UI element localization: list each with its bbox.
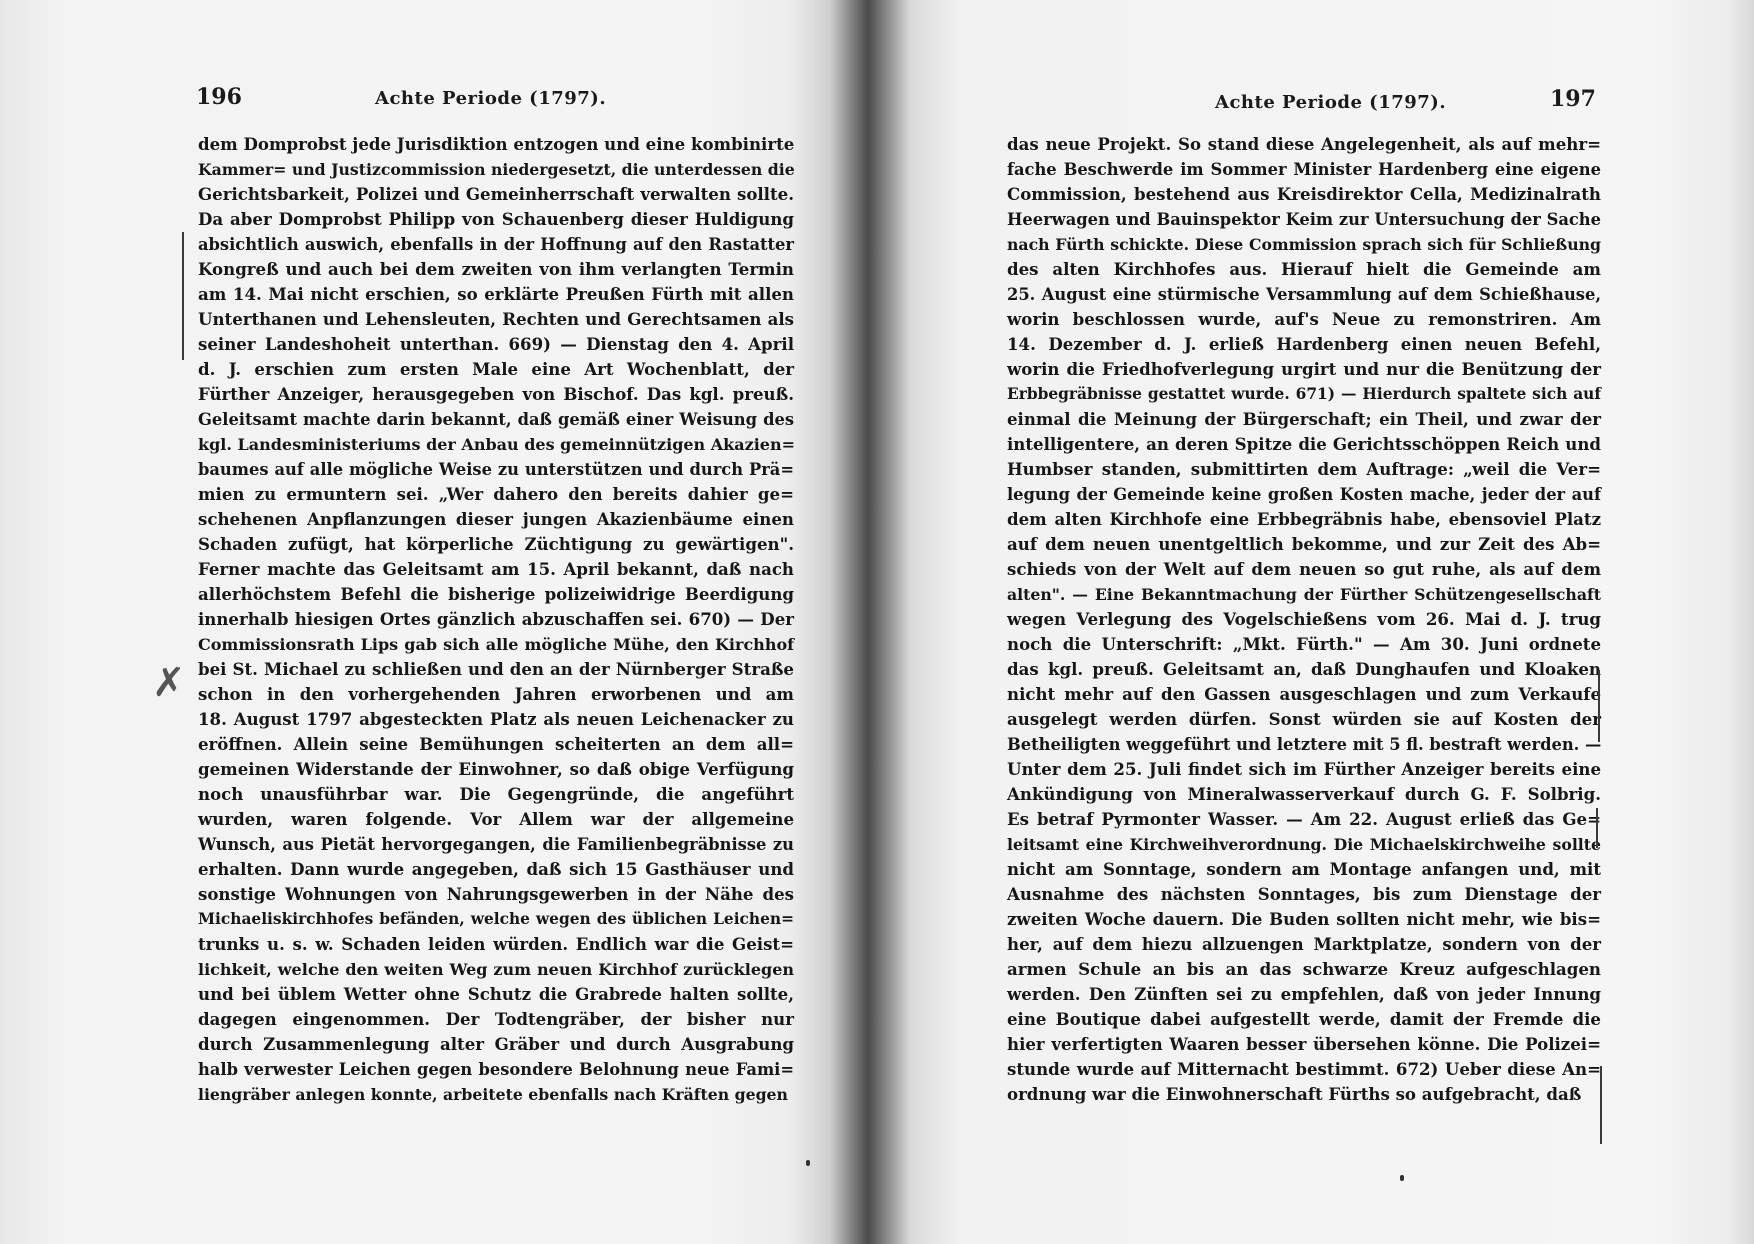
text-line: worin beschlossen wurde, auf's Neue zu remonstriren. Am (1007, 309, 1601, 329)
text-line: legung der Gemeinde keine großen Kosten mache, jeder der auf (1007, 485, 1601, 504)
text-line: Schaden zufügt, hat körperliche Züchtigung zu gewärtigen". (198, 534, 794, 554)
text-line: Gerichtsbarkeit, Polizei und Gemeinherrschaft verwalten sollte. (198, 184, 794, 204)
text-line: alten". — Eine Bekanntmachung der Fürther Schützengesellschaft (1007, 585, 1601, 604)
text-line: dagegen eingenommen. Der Todtengräber, der bisher nur (198, 1009, 794, 1029)
text-line: seiner Landeshoheit unterthan. 669) — Dienstag den 4. April (198, 334, 794, 354)
text-line: einmal die Meinung der Bürgerschaft; ein Theil, und zwar der (1007, 409, 1601, 429)
text-line: Humbser standen, submittirten dem Auftrage: „weil die Ver= (1007, 459, 1601, 479)
text-line: des alten Kirchhofes aus. Hierauf hielt die Gemeinde am (1007, 259, 1601, 279)
text-line: Unterthanen und Lehensleuten, Rechten und Gerechtsamen als (198, 309, 794, 329)
text-line: stunde wurde auf Mitternacht bestimmt. 672) Ueber diese An= (1007, 1059, 1601, 1079)
text-line: Ferner machte das Geleitsamt am 15. April bekannt, daß nach (198, 559, 794, 579)
text-line: liengräber anlegen konnte, arbeitete ebenfalls nach Kräften gegen (198, 1085, 788, 1104)
text-line: Kammer= und Justizcommission niedergesetzt, die unterdessen die (198, 160, 795, 179)
text-line: Betheiligten weggeführt und letztere mit 5 fl. bestraft werden. — (1007, 735, 1602, 754)
text-line: Heerwagen und Bauinspektor Keim zur Untersuchung der Sache (1007, 210, 1601, 229)
text-line: Wunsch, aus Pietät hervorgegangen, die Familienbegräbnisse zu (198, 835, 794, 854)
text-line: bei St. Michael zu schließen und den an der Nürnberger Straße (198, 659, 794, 679)
text-line: d. J. erschien zum ersten Male eine Art Wochenblatt, der (198, 359, 794, 379)
text-line: Ausnahme des nächsten Sonntages, bis zum Dienstage der (1007, 884, 1601, 904)
text-line: hier verfertigten Waaren besser übersehen könne. Die Polizei= (1007, 1034, 1601, 1054)
running-head: Achte Periode (1797). (375, 88, 607, 109)
text-line: kgl. Landesministeriums der Anbau des gemeinnützigen Akazien= (198, 435, 796, 454)
text-line: dem Domprobst jede Jurisdiktion entzogen und eine kombinirte (198, 134, 795, 154)
margin-pencil-cross: ✗ (152, 660, 186, 706)
text-line: 14. Dezember d. J. erließ Hardenberg einen neuen Befehl, (1007, 334, 1601, 354)
text-line: auf dem neuen unentgeltlich bekomme, und zur Zeit des Ab= (1007, 534, 1601, 554)
text-line: sonstige Wohnungen von Nahrungsgewerben in der Nähe des (198, 884, 794, 904)
text-line: Da aber Domprobst Philipp von Schauenberg dieser Huldigung (198, 209, 794, 229)
text-line: worin die Friedhofverlegung urgirt und nur die Benützung der (1007, 359, 1601, 379)
text-line: Erbbegräbnisse gestattet wurde. 671) — Hierdurch spaltete sich auf (1007, 385, 1601, 403)
text-line: und bei üblem Wetter ohne Schutz die Grabrede halten sollte, (198, 984, 794, 1004)
print-speck (1400, 1175, 1404, 1181)
text-line: leitsamt eine Kirchweihverordnung. Die Michaelskirchweihe sollte (1007, 835, 1601, 854)
text-line: schieds von der Welt auf dem neuen so gut ruhe, als auf dem (1007, 559, 1601, 579)
text-line: zweiten Woche dauern. Die Buden sollten nicht mehr, wie bis= (1007, 909, 1601, 929)
text-line: das kgl. preuß. Geleitsamt an, daß Dunghaufen und Kloaken (1007, 659, 1601, 679)
text-line: her, auf dem hiezu allzuengen Marktplatze, sondern von der (1007, 934, 1601, 954)
text-line: lichkeit, welche den weiten Weg zum neuen Kirchhof zurücklegen (198, 960, 794, 979)
text-line: Es betraf Pyrmonter Wasser. — Am 22. August erließ das Ge= (1007, 809, 1601, 829)
right-page-text (1007, 132, 1601, 1107)
margin-pencil-line (1598, 670, 1600, 742)
text-line: ausgelegt werden dürfen. Sonst würden sie auf Kosten der (1007, 709, 1601, 729)
text-line: Geleitsamt machte darin bekannt, daß gemäß einer Weisung des (198, 410, 794, 429)
text-line: baumes auf alle mögliche Weise zu unterstützen und durch Prä= (198, 460, 794, 479)
text-line: schehenen Anpflanzungen dieser jungen Akazienbäume einen (198, 509, 794, 529)
text-line: halb verwester Leichen gegen besondere Belohnung neue Fami= (198, 1060, 794, 1079)
text-line: intelligentere, an deren Spitze die Gerichtsschöppen Reich und (1007, 434, 1601, 454)
text-line: gemeinen Widerstande der Einwohner, so daß obige Verfügung (198, 759, 794, 779)
text-line: 18. August 1797 abgesteckten Platz als neuen Leichenacker zu (198, 709, 794, 729)
running-head: Achte Periode (1797). (1215, 92, 1447, 113)
left-page (0, 0, 860, 1244)
left-page-header (0, 84, 860, 114)
text-line: allerhöchstem Befehl die bisherige polizeiwidrige Beerdigung (198, 584, 794, 604)
text-line: das neue Projekt. So stand diese Angelegenheit, als auf mehr= (1007, 134, 1601, 154)
text-line: Commissionsrath Lips gab sich alle mögliche Mühe, den Kirchhof (198, 635, 794, 654)
text-line: fache Beschwerde im Sommer Minister Hardenberg eine eigene (1007, 160, 1601, 179)
text-line: Ankündigung von Mineralwasserverkauf durch G. F. Solbrig. (1007, 784, 1601, 804)
text-line: werden. Den Zünften sei zu empfehlen, daß von jeder Innung (1007, 984, 1601, 1004)
text-line: eine Boutique dabei aufgestellt werde, damit der Fremde die (1007, 1009, 1601, 1029)
text-line: Michaeliskirchhofes befänden, welche wegen des üblichen Leichen= (198, 910, 794, 928)
margin-pencil-line (1596, 808, 1598, 848)
text-line: innerhalb hiesigen Ortes gänzlich abzuschaffen sei. 670) — Der (198, 609, 794, 629)
text-line: dem alten Kirchhofe eine Erbbegräbnis habe, ebensoviel Platz (1007, 509, 1601, 529)
text-line: am 14. Mai nicht erschien, so erklärte Preußen Fürth mit allen (198, 284, 794, 304)
text-line: schon in den vorhergehenden Jahren erworbenen und am (198, 684, 794, 704)
page-number: 196 (196, 84, 242, 110)
margin-pencil-line (1600, 1066, 1602, 1144)
text-line: Unter dem 25. Juli findet sich im Fürther Anzeiger bereits eine (1007, 759, 1601, 779)
text-line: 25. August eine stürmische Versammlung auf dem Schießhause, (1007, 285, 1601, 304)
print-speck (806, 1160, 810, 1166)
page-number: 197 (1550, 86, 1596, 112)
text-line: nicht mehr auf den Gassen ausgeschlagen und zum Verkaufe (1007, 684, 1601, 704)
text-line: nicht am Sonntage, sondern am Montage anfangen und, mit (1007, 859, 1601, 879)
text-line: absichtlich auswich, ebenfalls in der Hoffnung auf den Rastatter (198, 235, 794, 254)
text-line: eröffnen. Allein seine Bemühungen scheiterten an dem all= (198, 734, 794, 754)
right-page-header (880, 84, 1754, 114)
text-line: ordnung war die Einwohnerschaft Fürths so aufgebracht, daß (1007, 1084, 1582, 1104)
margin-pencil-bracket (182, 232, 184, 360)
text-line: noch unausführbar war. Die Gegengründe, die angeführt (198, 784, 794, 804)
text-line: erhalten. Dann wurde angegeben, daß sich 15 Gasthäuser und (198, 859, 794, 879)
text-line: Fürther Anzeiger, herausgegeben von Bischof. Das kgl. preuß. (198, 384, 794, 404)
text-line: trunks u. s. w. Schaden leiden würden. Endlich war die Geist= (198, 934, 794, 954)
text-line: durch Zusammenlegung alter Gräber und durch Ausgrabung (198, 1034, 794, 1054)
text-line: mien zu ermuntern sei. „Wer dahero den bereits dahier ge= (198, 484, 794, 504)
text-line: Kongreß und auch bei dem zweiten von ihm verlangten Termin (198, 259, 794, 279)
right-page (880, 0, 1754, 1244)
text-line: wegen Verlegung des Vogelschießens vom 26. Mai d. J. trug (1007, 609, 1601, 629)
left-page-text (198, 132, 794, 1107)
text-line: nach Fürth schickte. Diese Commission sprach sich für Schließung (1007, 235, 1601, 254)
text-line: wurden, waren folgende. Vor Allem war der allgemeine (198, 809, 794, 829)
text-line: noch die Unterschrift: „Mkt. Fürth." — Am 30. Juni ordnete (1007, 634, 1601, 654)
text-line: Commission, bestehend aus Kreisdirektor Cella, Medizinalrath (1007, 184, 1601, 204)
text-line: armen Schule an bis an das schwarze Kreuz aufgeschlagen (1007, 959, 1601, 979)
